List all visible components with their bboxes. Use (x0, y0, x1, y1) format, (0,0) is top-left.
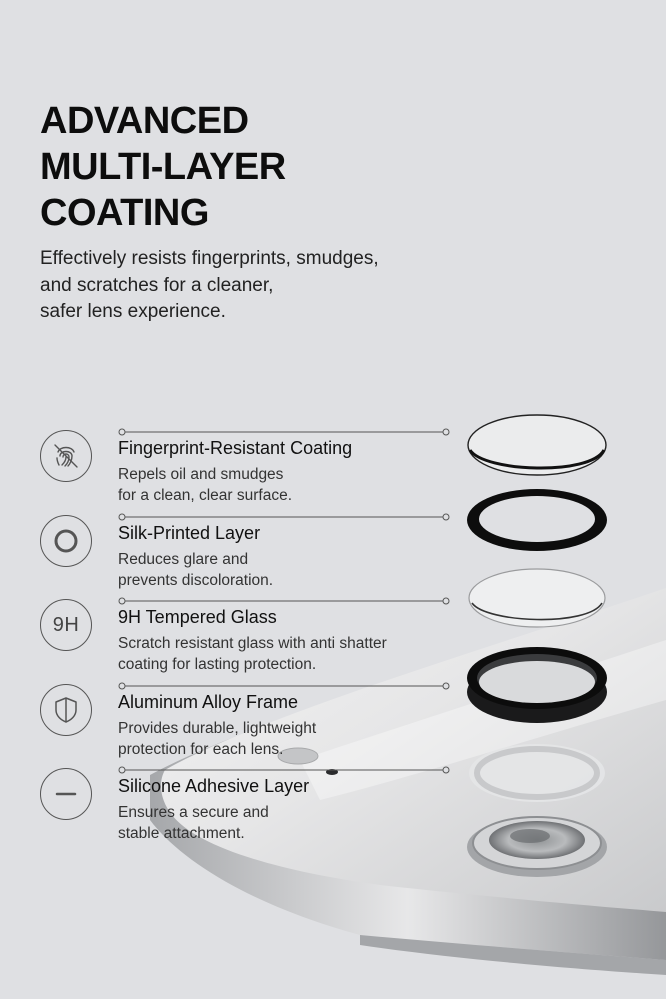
feature-description-line: Reduces glare and (118, 551, 249, 568)
headline-line-1: ADVANCED (40, 100, 249, 142)
feature-silicone-adhesive (0, 768, 666, 852)
feature-description-line: Scratch resistant glass with anti shatter (118, 635, 387, 652)
subtext-line-2: and scratches for a cleaner, (40, 274, 274, 296)
shield-icon (40, 684, 92, 736)
feature-title: Silicone Adhesive Layer (118, 776, 310, 796)
feature-description (118, 464, 418, 506)
9h-icon (40, 599, 92, 651)
feature-description (118, 633, 418, 675)
leader-line (118, 428, 450, 436)
feature-title: 9H Tempered Glass (118, 607, 277, 627)
subtext-line-1: Effectively resists fingerprints, smudges, (40, 248, 379, 269)
fingerprint-crossed-icon (40, 430, 92, 482)
leader-line (118, 682, 450, 690)
feature-description-line: Provides durable, lightweight (118, 720, 317, 737)
feature-aluminum-frame (0, 684, 666, 768)
feature-description-line: protection for each lens. (118, 741, 284, 758)
feature-description-line: stable attachment. (118, 825, 245, 842)
feature-description-line: Ensures a secure and (118, 804, 269, 821)
minus-icon (40, 768, 92, 820)
feature-description (118, 549, 418, 591)
feature-silk-printed-layer (0, 515, 666, 599)
leader-line (118, 766, 450, 774)
feature-description-line: prevents discoloration. (118, 572, 274, 589)
feature-title: Aluminum Alloy Frame (118, 692, 299, 712)
ring-icon (40, 515, 92, 567)
feature-title: Fingerprint-Resistant Coating (118, 438, 353, 458)
headline-line-3: COATING (40, 192, 209, 234)
feature-description-line: for a clean, clear surface. (118, 487, 293, 504)
feature-description-line: Repels oil and smudges (118, 466, 284, 483)
headline-line-2: MULTI-LAYER (40, 146, 286, 188)
feature-description (118, 718, 418, 760)
headline (40, 98, 286, 236)
leader-line (118, 597, 450, 605)
subtext-line-3: safer lens experience. (40, 301, 226, 322)
9h-icon-label: 9H (52, 613, 80, 636)
feature-tempered-glass (0, 599, 666, 683)
leader-line (118, 513, 450, 521)
feature-description (118, 802, 418, 844)
feature-description-line: coating for lasting protection. (118, 656, 317, 673)
feature-fingerprint-coating (0, 430, 666, 514)
subtext (40, 246, 440, 326)
feature-title: Silk-Printed Layer (118, 523, 261, 543)
